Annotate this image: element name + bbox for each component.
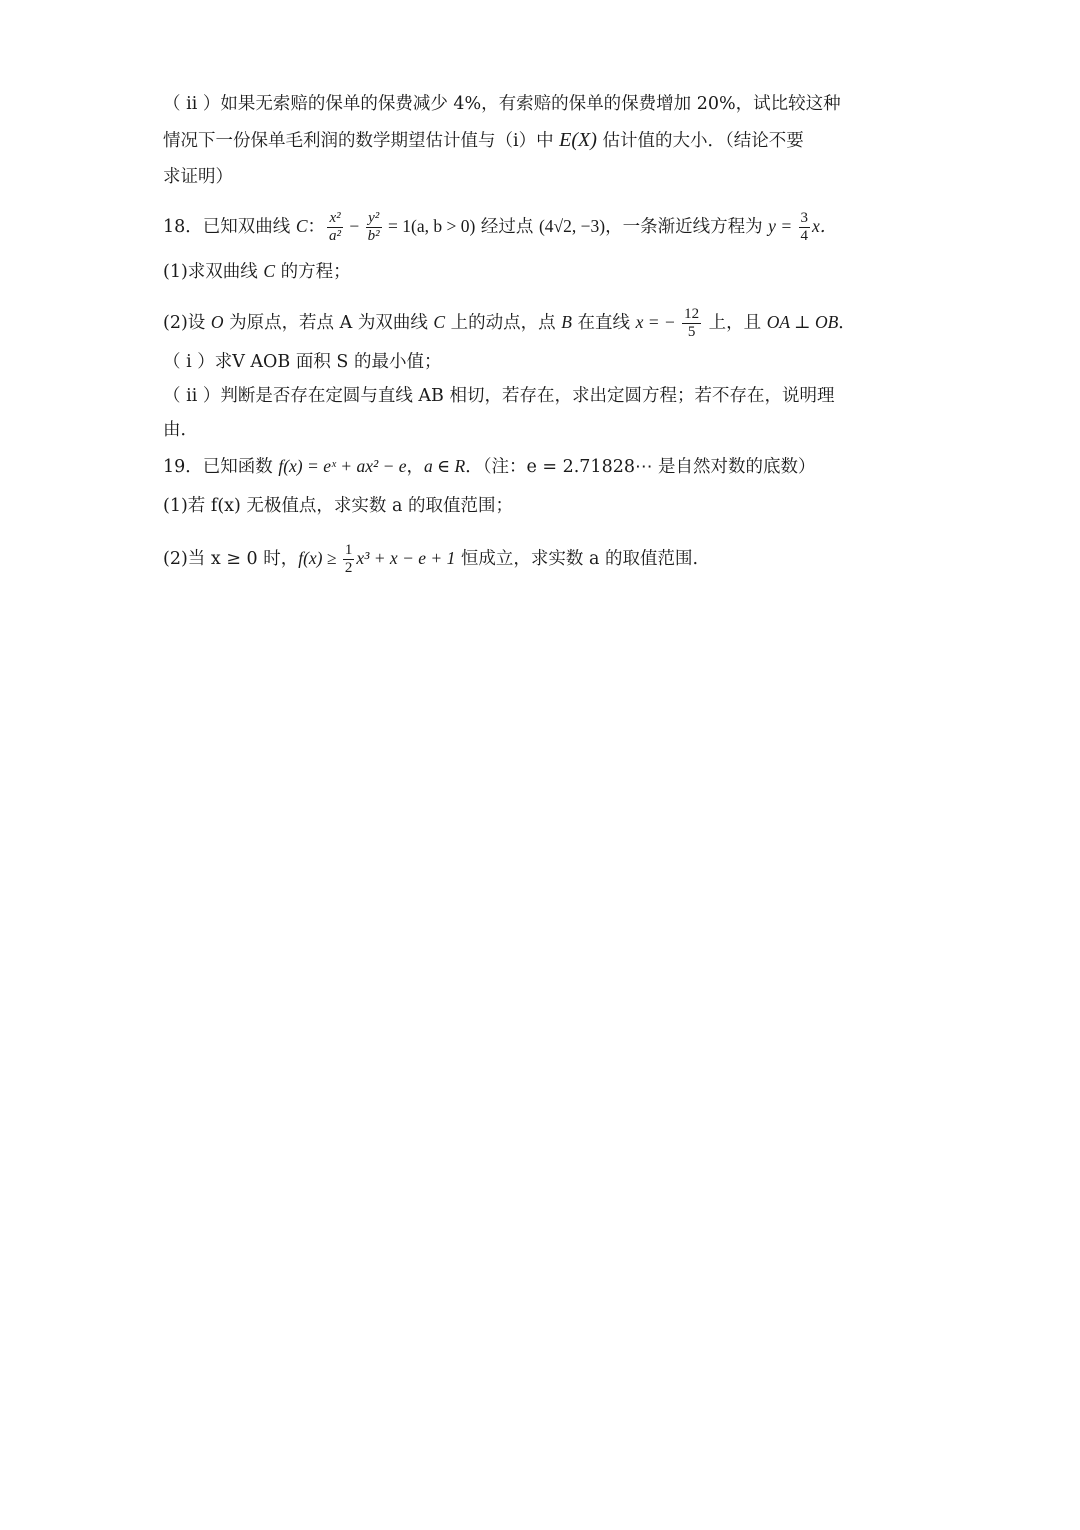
q18-stem xyxy=(163,210,923,245)
q19-p2-post: 恒成立，求实数 a 的取值范围. xyxy=(455,549,699,569)
q19-part2 xyxy=(163,542,923,577)
fraction-y2-b2 xyxy=(366,210,382,245)
q17-ii-line2 xyxy=(163,128,923,153)
q18-part1 xyxy=(163,259,923,284)
q18-p2-mid4: 上，且 xyxy=(703,313,767,333)
asymptote-pre: ，一条渐近线方程为 xyxy=(605,217,769,237)
q19-frac-num: 1 xyxy=(344,542,353,558)
p2-frac-den: 5 xyxy=(687,324,696,340)
fraction-x2-a2 xyxy=(327,210,343,245)
given-point: (4√2, −3) xyxy=(538,216,606,236)
perpendicular-expr: OA ⊥ OB xyxy=(766,312,839,332)
frac1-num: x² xyxy=(327,210,343,228)
inequality-lhs: f(x) ≥ xyxy=(298,548,341,568)
colon: ： xyxy=(307,217,326,237)
q19-stem-mid: ， xyxy=(406,457,425,477)
q19-p2-pre: (2)当 x ≥ 0 时， xyxy=(163,549,299,569)
origin-O: O xyxy=(210,312,224,332)
frac2-den: b² xyxy=(367,228,380,244)
q17-ii-text-3: 求证明） xyxy=(163,167,233,187)
q18-sub-ii-line1 xyxy=(163,384,923,408)
q18-sub-ii-line2 xyxy=(163,418,923,442)
q18-p2-mid2: 上的动点，点 xyxy=(445,313,562,333)
equation-tail: = 1(a, b > 0) xyxy=(383,216,476,236)
a-in-R: a ∈ R xyxy=(424,456,466,476)
q17-ii-line3 xyxy=(163,165,923,189)
q17-ii-text-2b: 估计值的大小．（结论不要 xyxy=(596,131,804,151)
q19-part1 xyxy=(163,494,923,518)
q18-p1-pre: (1)求双曲线 xyxy=(163,262,264,282)
curve-name-3: C xyxy=(433,312,446,332)
fraction-3-4 xyxy=(799,210,811,245)
curve-name: C xyxy=(295,216,308,236)
expectation-expr: E(X) xyxy=(559,129,597,151)
q19-stem xyxy=(163,454,923,479)
q18-p1-post: 的方程； xyxy=(275,262,351,282)
frac1-den: a² xyxy=(329,228,342,244)
q19-p1-text: (1)若 f(x) 无极值点，求实数 a 的取值范围； xyxy=(163,496,513,516)
q17-ii-text-2a: 情况下一份保单毛利润的数学期望估计值与（ⅰ）中 xyxy=(163,131,560,151)
q18-sub-i xyxy=(163,350,923,374)
line-lhs: x = − xyxy=(635,312,681,332)
q18-sub-ii-text-2: 由． xyxy=(163,420,198,440)
asymptote-rhs: x． xyxy=(812,216,838,236)
asym-num: 3 xyxy=(800,210,808,226)
q19-frac-den: 2 xyxy=(344,560,353,576)
point-B: B xyxy=(561,312,572,332)
fraction-1-2 xyxy=(343,542,355,577)
frac2-num: y² xyxy=(366,210,382,228)
q18-p2-pre: (2)设 xyxy=(163,313,211,333)
curve-name-2: C xyxy=(263,261,276,281)
q17-ii-line1 xyxy=(163,92,923,116)
inequality-rhs: x³ + x − e + 1 xyxy=(356,548,456,568)
fraction-12-5 xyxy=(682,306,701,341)
q19-stem-post: ．（注：e = 2.71828⋯ 是自然对数的底数） xyxy=(465,457,816,477)
asym-den: 4 xyxy=(800,228,808,244)
q18-stem-pre: 18．已知双曲线 xyxy=(163,217,296,237)
minus-sign: − xyxy=(345,216,364,236)
asymptote-lhs: y = xyxy=(768,216,797,236)
q18-sub-i-text: （ ⅰ ）求V AOB 面积 S 的最小值； xyxy=(163,352,442,372)
function-def: f(x) = eˣ + ax² − e xyxy=(278,456,407,476)
q18-sub-ii-text-1: （ ⅱ ）判断是否存在定圆与直线 AB 相切，若存在，求出定圆方程；若不存在，说明理 xyxy=(163,386,835,406)
q18-part2 xyxy=(163,306,923,341)
q18-p2-mid3: 在直线 xyxy=(571,313,636,333)
q17-ii-text-1: （ ⅱ ）如果无索赔的保单的保费减少 4%，有索赔的保单的保费增加 20%，试比较这种 xyxy=(163,94,841,114)
passes-through: 经过点 xyxy=(475,217,539,237)
q18-p2-end: ． xyxy=(838,313,856,333)
q18-p2-mid1: 为原点，若点 A 为双曲线 xyxy=(223,313,434,333)
q19-stem-pre: 19．已知函数 xyxy=(163,457,279,477)
p2-frac-num: 12 xyxy=(684,306,700,322)
